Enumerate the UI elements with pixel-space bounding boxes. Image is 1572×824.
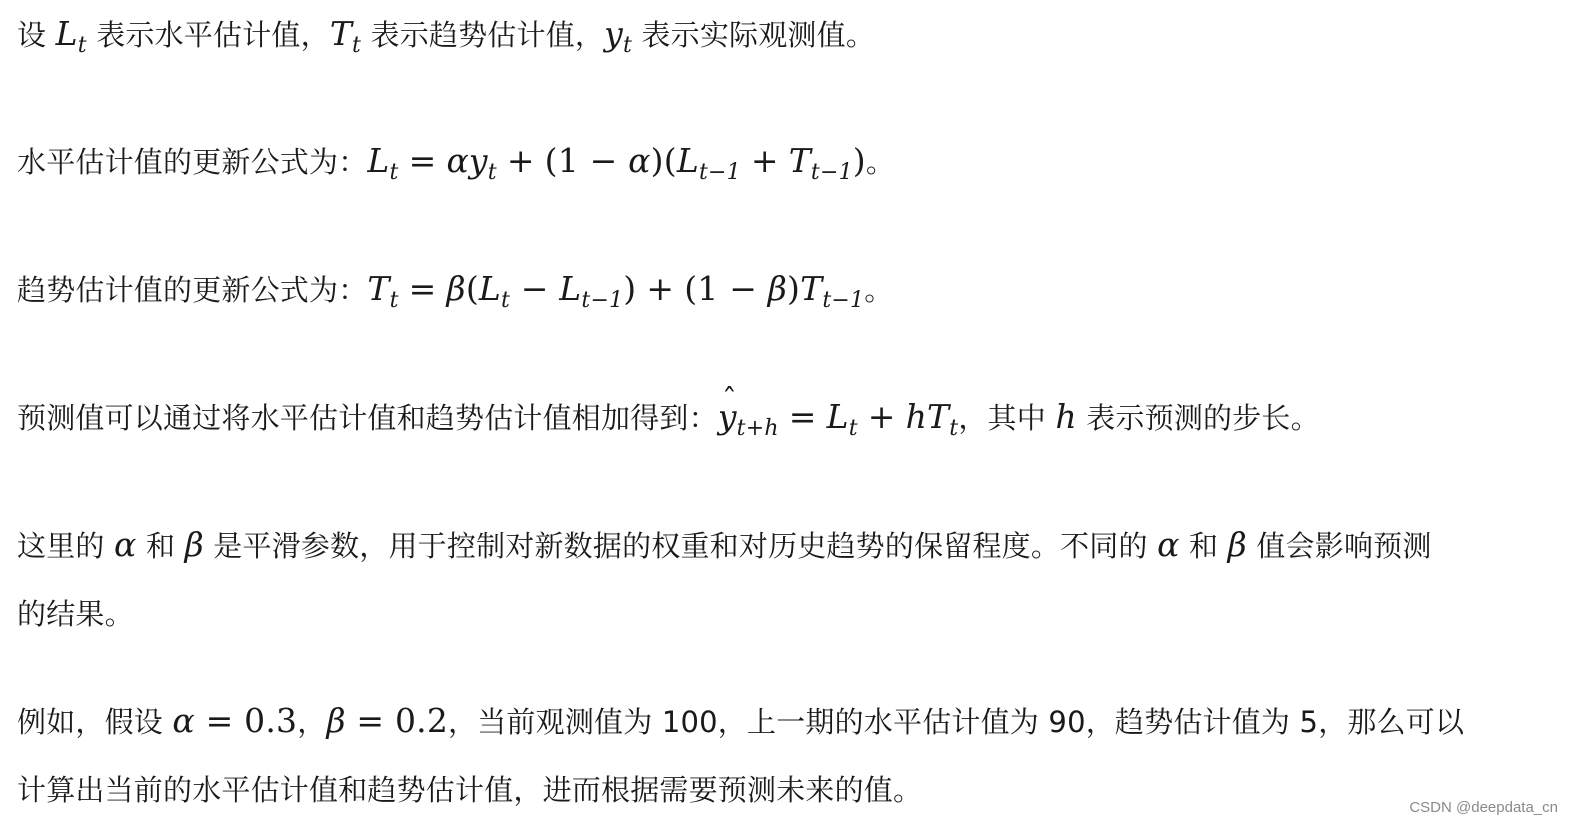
text: 设 (17, 18, 56, 52)
trend-formula: $T_t = \beta(L_t - L_{t-1}) + (1 - \beta)T_{t-1}$ (367, 269, 865, 313)
forecast-formula: ˆ $y_{t+h} = L_t + hT_t$ (718, 397, 959, 436)
math-alpha: α (114, 525, 137, 564)
math-beta-value: β = 0.2 (326, 701, 449, 740)
level-formula-label: 水平估计值的更新公式为： (17, 145, 368, 179)
math-beta: β (1227, 525, 1247, 564)
math-y-t: $y_t$ (604, 14, 633, 58)
text: 计算出当前的水平估计值和趋势估计值，进而根据需要预测未来的值。 (17, 773, 923, 807)
trend-formula-paragraph (17, 255, 893, 324)
text: 表示趋势估计值， (361, 18, 605, 52)
math-T-t: $T_t$ (329, 14, 362, 58)
text: 这里的 (17, 529, 115, 563)
text: ，当前观测值为 100，上一期的水平估计值为 90，趋势估计值为 5，那么可以 (448, 705, 1465, 739)
smoothing-params-paragraph (17, 511, 1432, 648)
text: 表示实际观测值。 (632, 18, 876, 52)
math-beta: β (184, 525, 204, 564)
math-alpha-value: α = 0.3 (172, 701, 298, 740)
text: 表示预测的步长。 (1076, 401, 1320, 435)
text: 和 (1179, 529, 1228, 563)
text: 是平滑参数，用于控制对新数据的权重和对历史趋势的保留程度。不同的 (203, 529, 1158, 563)
text: ，其中 (958, 401, 1056, 435)
math-L-t: $L_t$ (55, 14, 87, 58)
text: 表示水平估计值， (86, 18, 330, 52)
text: 。 (864, 273, 894, 307)
trend-formula-label: 趋势估计值的更新公式为： (17, 273, 368, 307)
text: 。 (865, 145, 896, 179)
csdn-watermark: CSDN @deepdata_cn (1409, 799, 1558, 816)
text: 的结果。 (17, 597, 134, 631)
text: ， (297, 705, 327, 739)
math-alpha: α (1157, 525, 1180, 564)
text: 值会影响预测 (1246, 529, 1432, 563)
level-formula-paragraph (17, 127, 895, 196)
math-h: h (1055, 397, 1077, 436)
forecast-formula-label: 预测值可以通过将水平估计值和趋势估计值相加得到： (17, 401, 718, 435)
forecast-formula-paragraph (17, 383, 1320, 452)
definition-paragraph (17, 0, 875, 69)
text: 例如，假设 (17, 705, 173, 739)
example-paragraph (17, 687, 1464, 824)
level-formula: $L_t = \alpha y_t + (1 - \alpha)(L_{t-1} + T_{t-1})$ (367, 141, 866, 185)
text: 和 (136, 529, 185, 563)
